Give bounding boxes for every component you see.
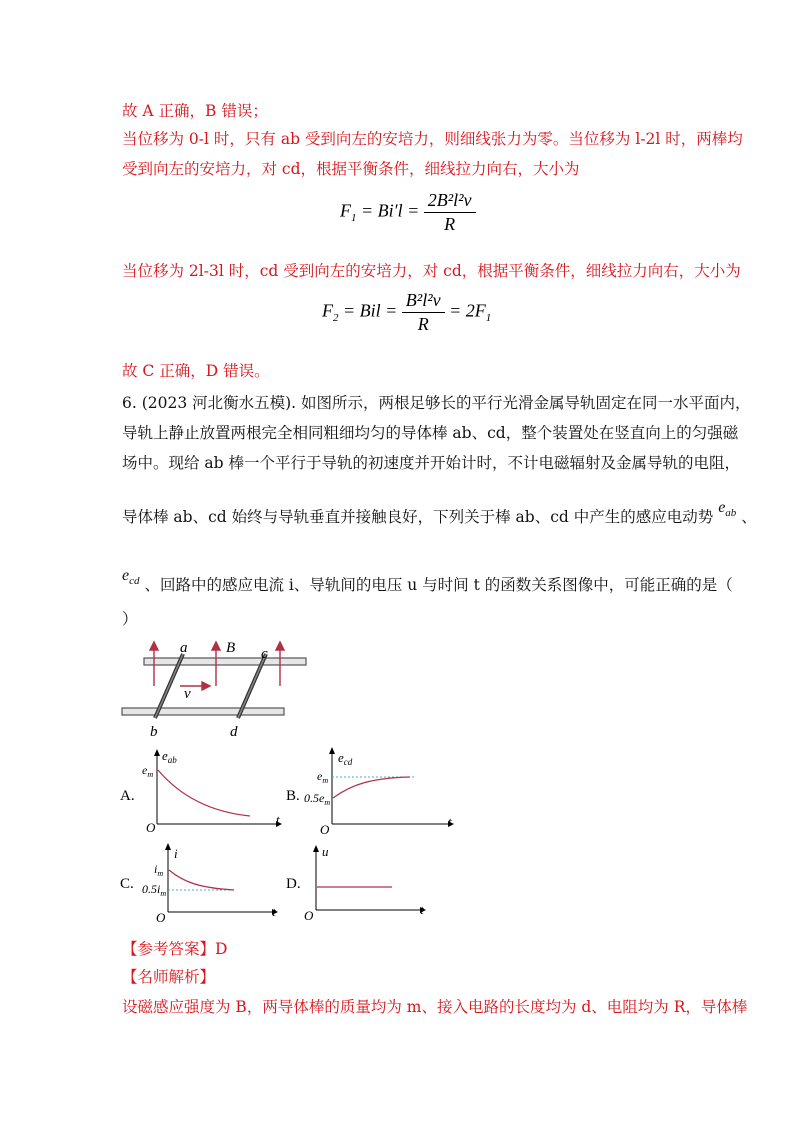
option-c-graph — [138, 840, 288, 924]
option-c-curve — [169, 870, 234, 890]
svg-text:ecd: $e_{cd}$ — [338, 750, 353, 767]
top-rail — [144, 658, 306, 665]
option-b-label: B. — [286, 788, 300, 804]
option-d-graph — [300, 840, 440, 924]
label-v: v — [184, 686, 191, 702]
question-line-6: ） — [122, 610, 138, 628]
option-a-curve — [158, 770, 250, 816]
svg-text:O: O — [146, 820, 156, 835]
svg-text:O: O — [320, 822, 330, 836]
question-line-2: 导轨上静止放置两根完全相同粗细均匀的导体棒 ab、cd，整个装置处在竖直向上的匀强磁 — [122, 424, 739, 442]
svg-text:im: $i_m$ — [154, 862, 164, 878]
question-line-5: $e_{cd}$ 、回路中的感应电流 i、导轨间的电压 u 与时间 t 的函数关系图像中，可能正确的是（ — [122, 567, 733, 594]
solution-line-3: 受到向左的安培力，对 cd，根据平衡条件，细线拉力向右，大小为 — [122, 160, 580, 178]
svg-text:em: $e_m$ — [317, 769, 329, 785]
option-b-graph — [300, 744, 460, 836]
svg-text:em: $e_m$ — [142, 763, 154, 779]
svg-text:t: t — [272, 904, 276, 919]
question-line-3: 场中。现给 ab 棒一个平行于导轨的初速度并开始计时，不计电磁辐射及金属导轨的电阻， — [122, 454, 741, 472]
rail-figure — [118, 636, 318, 742]
svg-text:u: u — [322, 844, 329, 859]
svg-text:t: t — [448, 814, 452, 829]
svg-text:i: i — [174, 846, 178, 861]
option-c-label: C. — [120, 876, 134, 892]
svg-text:O: O — [156, 910, 166, 924]
label-b: b — [150, 724, 158, 740]
option-a-label: A. — [120, 788, 135, 804]
label-d: d — [230, 724, 238, 740]
reference-answer: 【参考答案】D — [122, 940, 228, 958]
svg-text:t: t — [420, 902, 424, 917]
option-a-graph — [140, 744, 290, 836]
solution-line-2: 当位移为 0-l 时，只有 ab 受到向左的安培力，则细线张力为零。当位移为 l-2l 时，两棒均 — [122, 130, 743, 148]
label-B: B — [226, 640, 236, 656]
analysis-title: 【名师解析】 — [122, 968, 216, 986]
question-line-4: 导体棒 ab、cd 始终与导轨垂直并接触良好，下列关于棒 ab、cd 中产生的感应电动势 $e_{ab}$ 、 — [122, 499, 757, 526]
label-a: a — [180, 640, 188, 656]
formula-f1: $F_1 = Bi'l$ = $\frac{\text{2B²l²v}}{R}$ — [340, 190, 476, 235]
formula-f2: $F_2$ = Bil = $\frac{\text{B²l²v}}{R}$ = $2F_1$ — [322, 290, 492, 334]
svg-text:eab: $e_{ab}$ — [162, 748, 177, 765]
question-line-1: 6. (2023 河北衡水五模). 如图所示，两根足够长的平行光滑金属导轨固定在同一水平面内， — [122, 394, 751, 412]
svg-text:0.5im: $0.5i_m$ — [142, 882, 167, 898]
label-c: c — [261, 646, 268, 662]
bottom-rail — [122, 708, 284, 715]
analysis-line-1: 设磁感应强度为 B，两导体棒的质量均为 m、接入电路的长度均为 d、电阻均为 R，导体棒 — [122, 998, 748, 1016]
solution-line-1: 故 A 正确，B 错误； — [122, 102, 268, 120]
option-b-curve — [333, 777, 410, 798]
svg-text:O: O — [304, 908, 314, 923]
svg-text:t: t — [276, 812, 280, 827]
solution-line-5: 故 C 正确，D 错误。 — [122, 362, 270, 380]
option-d-label: D. — [286, 876, 301, 892]
solution-line-4: 当位移为 2l-3l 时，cd 受到向左的安培力，对 cd，根据平衡条件，细线拉力向右，大小为 — [122, 262, 741, 280]
svg-text:0.5em: $0.5e_m$ — [304, 791, 331, 807]
